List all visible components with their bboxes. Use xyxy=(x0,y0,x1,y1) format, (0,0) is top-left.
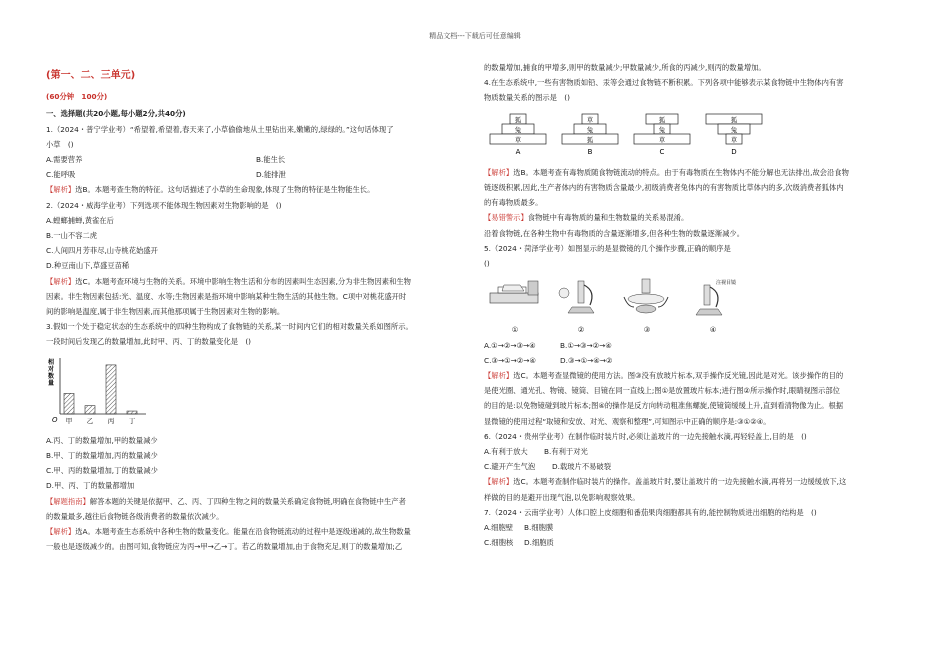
q3-option-c: C.甲、丙的数量增加,丁的数量减少 xyxy=(46,466,158,476)
q2-option-c: C.人间四月芳菲尽,山寺桃花始盛开 xyxy=(46,246,158,256)
diagram-letter: A xyxy=(515,147,521,156)
q3-method-text: 解答本题的关键是依据甲、乙、丙、丁四种生物之间的数量关系确定食物链,明确在食物链中生产者 xyxy=(89,496,406,506)
bars-group xyxy=(64,365,137,425)
level-label: 兔 xyxy=(658,125,666,134)
q4-analysis-text: 选B。本题考查有毒物质随食物链流动的特点。由于有毒物质在生物体内不能分解也无法排出,故会沿食物 xyxy=(513,167,849,177)
microscope-step-1 xyxy=(484,277,546,337)
q4-diagram-d xyxy=(704,112,764,161)
q7-option-d: D.细胞质 xyxy=(524,538,554,548)
q3-bar-chart xyxy=(46,354,464,431)
q5-paren: () xyxy=(484,259,490,269)
diagram-letter: D xyxy=(731,147,737,156)
q3-stem: 3.假如一个处于稳定状态的生态系统中的四种生物构成了食物链的关系,某一时间内它们的相对数量关系如图所示。 xyxy=(46,322,413,332)
analysis-tag: 【解析】 xyxy=(484,477,514,487)
q5-option-c: C.③→①→②→④ xyxy=(484,355,536,365)
bar-chart-svg xyxy=(46,354,156,426)
q5-option-b: B.①→③→②→④ xyxy=(560,340,612,350)
level-label: 草 xyxy=(730,135,738,144)
pyramid-diagram xyxy=(560,112,620,156)
microscope-mirror-icon xyxy=(616,277,678,317)
y-label-char: 量 xyxy=(48,379,55,387)
section-heading: 一、选择题(共20小题,每小题2分,共40分) xyxy=(46,109,186,119)
q3-option-a: A.丙、丁的数量增加,甲的数量减少 xyxy=(46,435,158,445)
q4-diagram-a xyxy=(488,112,548,161)
q4-warning-text: 食物链中有毒物质的量和生物数量的关系易混淆。 xyxy=(527,213,689,223)
q6-option-b: B.有利于对光 xyxy=(544,447,588,457)
q3-option-d: D.甲、丙、丁的数量都增加 xyxy=(46,481,135,491)
q6-analysis xyxy=(484,474,904,489)
bar-甲 xyxy=(64,393,74,414)
method-tag: 【解题指南】 xyxy=(46,496,90,506)
level-label: 草 xyxy=(514,135,522,144)
q1-stem: 1.（2024・普宁学业考）“希望着,希望着,春天来了,小草偷偷地从土里钻出来,嫩嫩的,绿绿的。”这句话体现了 xyxy=(46,124,394,134)
microscope-step-3 xyxy=(616,277,678,337)
q2-option-a: A.螳螂捕蝉,黄雀在后 xyxy=(46,215,114,225)
x-tick-label: 乙 xyxy=(86,416,94,425)
q1-stem-cont: 小草 () xyxy=(46,139,74,149)
analysis-tag: 【解析】 xyxy=(46,276,76,286)
q5-option-d: D.③→①→④→② xyxy=(560,355,613,365)
level-label: 兔 xyxy=(730,125,738,134)
level-label: 草 xyxy=(586,115,594,124)
q4-warning xyxy=(484,210,904,225)
q1-analysis-text: 选B。本题考查生物的特征。这句话描述了小草的生命现象,体现了生物的特征是生物能生长。 xyxy=(75,185,375,195)
q5-option-a: A.①→②→③→④ xyxy=(484,340,536,350)
q2-analysis xyxy=(46,274,464,289)
x-tick-label: 甲 xyxy=(65,416,73,425)
x-tick-label: 丙 xyxy=(107,416,115,425)
q4-analysis xyxy=(484,165,904,180)
q3-analysis-line2: 一般也是逐级减少的。由图可知,食物链应为丙→甲→乙→丁。若乙的数量增加,由于食物充足,则丁的数量增加;乙 xyxy=(46,542,403,552)
q1-analysis xyxy=(46,182,464,197)
q5-analysis-line3: 的目的是:以免物镜碰到玻片标本;图④的操作是反方向转动粗准焦螺旋,使镜筒缓缓上升,直到看清物像为止。根据 xyxy=(484,401,844,411)
diagram-letter: C xyxy=(659,147,665,156)
diagram-letter: B xyxy=(587,147,593,156)
x-tick-label: 丁 xyxy=(128,416,136,425)
q2-stem: 2.（2024・威海学业考）下列选项不能体现生物因素对生物影响的是 () xyxy=(46,200,282,210)
q3-analysis-text: 选A。本题考查生态系统中各种生物的数量变化。能量在沿食物链流动的过程中是逐级递减的,故生物数量 xyxy=(75,527,411,537)
microscope-step-4 xyxy=(682,277,744,337)
pyramid-diagram xyxy=(632,112,692,156)
q3-method-line2: 的数量最多,越往后食物链各级消费者的数量依次减少。 xyxy=(46,511,224,521)
q3-option-b: B.甲、丁的数量增加,丙的数量减少 xyxy=(46,451,158,461)
level-label: 草 xyxy=(658,135,666,144)
q3-analysis-cont: 的数量增加,捕食的甲增多,则甲的数量减少;甲数量减少,所食的丙减少,则丙的数量增加。 xyxy=(484,63,766,72)
pyramid-diagram xyxy=(488,112,548,156)
step-note: 注视目镜 xyxy=(716,280,737,287)
q4-analysis-line3: 的有毒物质最多。 xyxy=(484,198,543,208)
q1-option-c: C.能呼吸 xyxy=(46,170,76,180)
q6-option-a: A.有利于放大 xyxy=(484,447,528,457)
q5-analysis xyxy=(484,368,904,383)
q2-analysis-line3: 间的影响是温度,属于非生物因素,而其他那项属于生物因素对生物的影响。 xyxy=(46,307,285,317)
q7-stem: 7.（2024・云南学业考）人体口腔上皮细胞和番茄果肉细胞都具有的,能控制物质进出细胞的结构是 () xyxy=(484,507,817,517)
bar-丙 xyxy=(106,365,116,414)
step-label: ① xyxy=(511,325,519,335)
q5-analysis-line2: 是使光圈、通光孔、物镜、镜筒、目镜在同一直线上;图①是放置玻片标本;进行图②所示操作时,眼睛视图示部位 xyxy=(484,386,840,396)
microscope-step-2 xyxy=(550,277,612,337)
level-label: 狐 xyxy=(658,115,666,124)
analysis-tag: 【解析】 xyxy=(484,371,514,381)
bar-丁 xyxy=(127,411,137,414)
unit-title: (第一、二、三单元) xyxy=(46,70,136,81)
q5-analysis-text: 选C。本题考查显微镜的使用方法。图③没有放玻片标本,双手操作反光镜,因此是对光。该步操作的目的 xyxy=(513,371,844,381)
origin-label: O xyxy=(52,415,58,424)
q3-method xyxy=(46,494,464,509)
left-column xyxy=(46,62,464,554)
q5-analysis-line4: 显微镜的使用过程“取镜和安放、对光、观察和整理”,可知图示中正确的顺序是:③①②④。 xyxy=(484,416,771,426)
step-label: ③ xyxy=(643,325,651,335)
warning-tag: 【易错警示】 xyxy=(484,213,528,223)
level-label: 狐 xyxy=(586,135,594,144)
q5-stem: 5.（2024・菏泽学业考）如图显示的是显微镜的几个操作步骤,正确的顺序是 xyxy=(484,243,731,253)
analysis-tag: 【解析】 xyxy=(46,527,76,537)
q4-stem-cont: 物质数量关系的图示是 () xyxy=(484,93,570,103)
q1-option-b: B.能生长 xyxy=(256,155,286,165)
q5-microscope-steps xyxy=(484,277,904,337)
q6-analysis-text: 选C。本题考查制作临时装片的操作。盖盖玻片时,要让盖玻片的一边先接触水滴,再将另一边缓缓放下,这 xyxy=(513,477,847,487)
level-label: 兔 xyxy=(586,125,594,134)
q4-analysis-line2: 链逐级积累,因此,生产者体内的有害物质含量最少,初级消费者兔体内的有害物质比草体内的多,次级消费者狐体内 xyxy=(484,183,844,193)
analysis-tag: 【解析】 xyxy=(46,185,76,195)
q3-stem-cont: 一段时间后发现乙的数量增加,此时甲、丙、丁的数量变化是 () xyxy=(46,337,252,347)
page-header: 精品文档---下载后可任意编辑 xyxy=(429,32,521,40)
q4-stem: 4.在生态系统中,一些有害物质如铅、汞等会通过食物链不断积累。下列各项中能够表示某食物链中生物体内有害 xyxy=(484,78,844,88)
q4-diagrams xyxy=(488,112,904,161)
q6-option-c: C.避开产生气泡 xyxy=(484,462,536,472)
level-label: 兔 xyxy=(514,125,522,134)
q7-option-b: B.细胞膜 xyxy=(524,523,554,533)
microscope-side-view-icon xyxy=(550,277,612,317)
pyramid-diagram xyxy=(704,112,764,156)
y-label-char: 相 xyxy=(48,358,55,366)
q1-option-a: A.需要营养 xyxy=(46,155,83,165)
y-label-char: 对 xyxy=(48,365,55,373)
level-label: 狐 xyxy=(514,115,522,124)
q2-analysis-line2: 因素。非生物因素包括:光、温度、水等;生物因素是指环境中影响某种生物生活的其他生物。C项中对桃花盛开时 xyxy=(46,291,407,301)
q4-diagram-c xyxy=(632,112,692,161)
q6-analysis-line2: 样做的目的是避开出现气泡,以免影响观察效果。 xyxy=(484,492,640,502)
q7-option-c: C.细胞核 xyxy=(484,538,514,548)
q3-analysis xyxy=(46,524,464,539)
step-label: ④ xyxy=(709,325,717,335)
step-label: ② xyxy=(577,325,585,335)
q4-diagram-b xyxy=(560,112,620,161)
q2-analysis-text: 选C。本题考查环境与生物的关系。环境中影响生物生活和分布的因素叫生态因素,分为非生物因素和生物 xyxy=(75,276,411,286)
q6-option-d: D.载玻片不易破裂 xyxy=(552,462,612,472)
bar-乙 xyxy=(85,405,95,413)
q2-option-b: B.一山不容二虎 xyxy=(46,231,98,241)
level-label: 狐 xyxy=(730,115,738,124)
microscope-stage-icon xyxy=(484,277,546,317)
time-score: (60分钟 100分) xyxy=(46,92,108,102)
q1-option-d: D.能排泄 xyxy=(256,170,286,180)
q6-stem: 6.（2024・贵州学业考）在制作临时装片时,必须让盖玻片的一边先接触水滴,再轻轻盖上,目的是 () xyxy=(484,431,807,441)
y-label-char: 数 xyxy=(48,372,55,380)
q7-option-a: A.细胞壁 xyxy=(484,523,514,533)
q2-option-d: D.种豆南山下,草盛豆苗稀 xyxy=(46,261,130,271)
right-column xyxy=(484,60,904,550)
analysis-tag: 【解析】 xyxy=(484,167,514,177)
q4-warning-line2: 沿着食物链,在各种生物中有毒物质的含量逐渐增多,但各种生物的数量逐渐减少。 xyxy=(484,228,745,238)
microscope-eyepiece-icon xyxy=(682,277,744,317)
